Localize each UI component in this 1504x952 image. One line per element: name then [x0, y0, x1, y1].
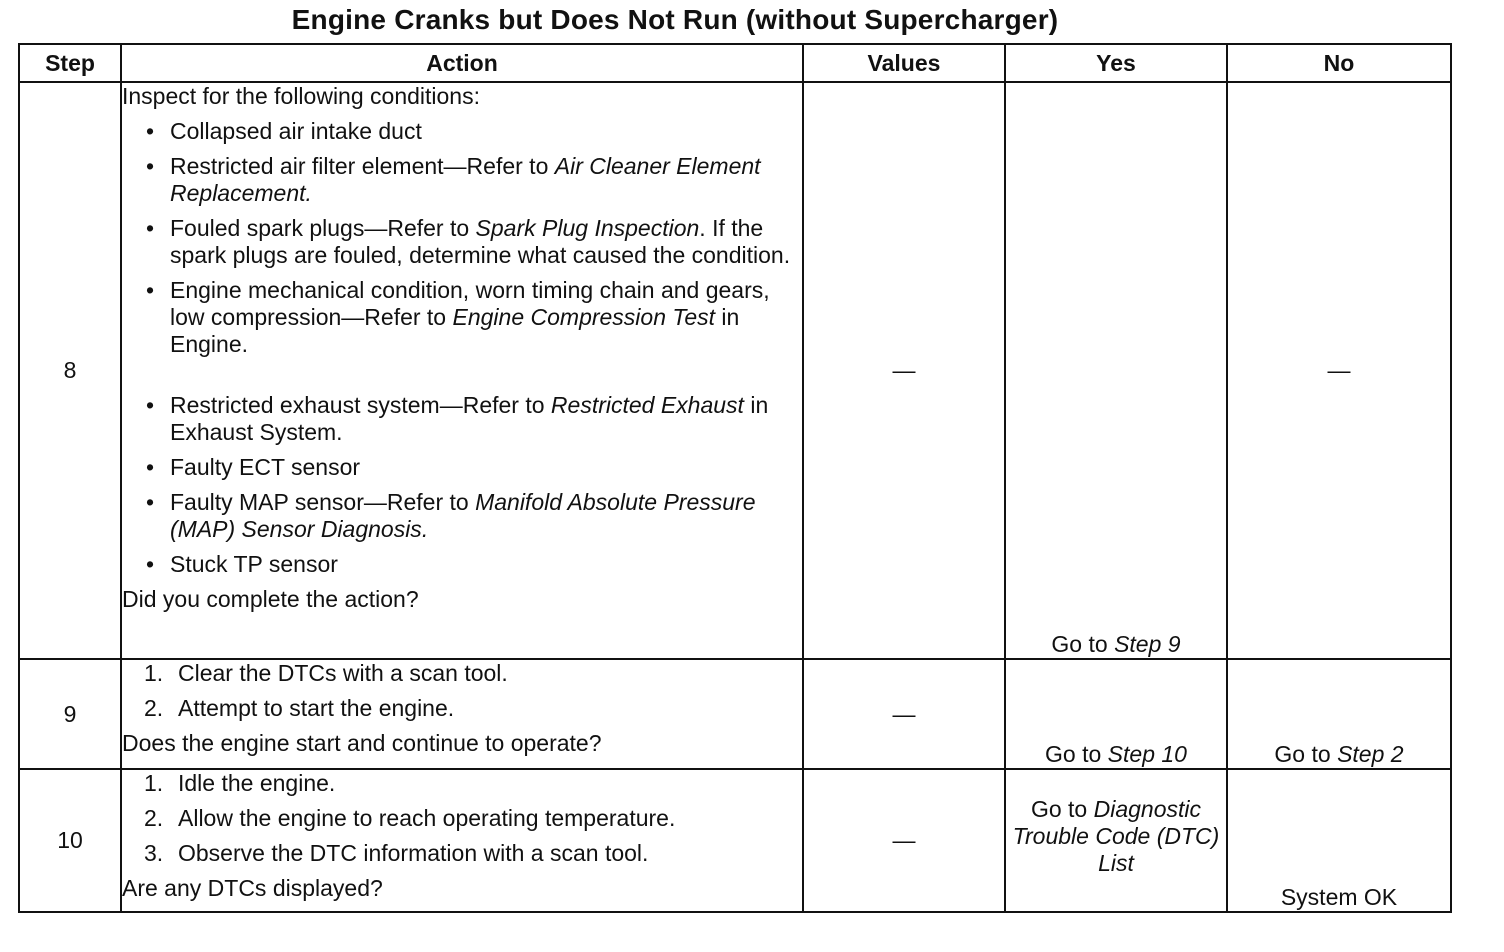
item-text-after: in Exhaust System.: [170, 392, 769, 445]
bullet-icon: •: [146, 277, 155, 303]
action-cell: [121, 82, 803, 659]
cross-reference: Air Cleaner Element Replacement: [170, 153, 761, 206]
yes-text: Go to: [1030, 796, 1094, 822]
list-item: [122, 805, 802, 832]
item-text: Faulty MAP sensor—Refer to: [170, 489, 476, 515]
step-number: 8: [19, 82, 121, 659]
item-text-after: .: [421, 516, 429, 542]
values-cell: —: [803, 769, 1005, 912]
action-question: Does the engine start and continue to operate?: [122, 730, 602, 756]
procedure-list: [122, 660, 802, 722]
item-text: Clear the DTCs with a scan tool.: [178, 660, 508, 686]
no-cell: [1227, 659, 1451, 769]
list-item: [122, 770, 802, 797]
cross-reference: Restricted Exhaust: [550, 392, 744, 418]
list-item: [122, 660, 802, 687]
list-item: [122, 215, 802, 269]
yes-reference-link[interactable]: Diagnostic Trouble Code (DTC) List: [1012, 796, 1220, 876]
diagnostic-table: [18, 43, 1452, 913]
condition-list: [122, 118, 802, 578]
no-step-link[interactable]: Step 2: [1337, 741, 1404, 767]
bullet-icon: •: [146, 551, 155, 577]
cross-reference: Spark Plug Inspection: [475, 215, 700, 241]
action-intro: Inspect for the following conditions:: [122, 83, 480, 109]
item-text: Idle the engine.: [178, 770, 336, 796]
list-item: [122, 392, 802, 446]
header-action: Action: [121, 44, 803, 82]
bullet-icon: •: [146, 153, 155, 179]
values-cell: —: [803, 82, 1005, 659]
action-question: Did you complete the action?: [122, 586, 419, 612]
item-text: Faulty ECT sensor: [170, 454, 361, 480]
cross-reference: Engine Compression Test: [452, 304, 716, 330]
header-values: Values: [803, 44, 1005, 82]
list-item: [122, 454, 802, 481]
action-question: Are any DTCs displayed?: [122, 875, 383, 901]
yes-step-link[interactable]: Step 10: [1107, 741, 1187, 767]
item-text: Restricted exhaust system—Refer to: [170, 392, 551, 418]
yes-cell-text: [1006, 796, 1226, 877]
item-number: 2.: [144, 805, 164, 831]
yes-cell: [1005, 82, 1227, 659]
item-number: 1.: [144, 660, 164, 686]
no-cell: —: [1227, 82, 1451, 659]
document-title: Engine Cranks but Does Not Run (without Supercharger): [291, 4, 1059, 35]
table-row-step-9: [19, 659, 1451, 769]
header-no: No: [1227, 44, 1451, 82]
item-text-after: . If the spark plugs are fouled, determine what caused the condition.: [170, 215, 791, 268]
cross-reference: Manifold Absolute Pressure (MAP) Sensor Diagnosis: [170, 489, 756, 542]
item-text: Collapsed air intake duct: [170, 118, 422, 144]
step-number: 10: [19, 769, 121, 912]
values-cell: —: [803, 659, 1005, 769]
item-number: 3.: [144, 840, 164, 866]
item-text: Stuck TP sensor: [170, 551, 338, 577]
yes-cell: [1005, 659, 1227, 769]
action-cell: [121, 659, 803, 769]
item-text: Attempt to start the engine.: [178, 695, 455, 721]
item-text: Observe the DTC information with a scan tool.: [178, 840, 649, 866]
yes-text: Go to: [1051, 631, 1115, 657]
item-text-after: .: [305, 180, 312, 206]
item-text: Restricted air filter element—Refer to: [170, 153, 555, 179]
bullet-icon: •: [146, 489, 155, 515]
bullet-icon: •: [146, 454, 155, 480]
header-yes: Yes: [1005, 44, 1227, 82]
no-text: Go to: [1274, 741, 1338, 767]
item-text: Engine mechanical condition, worn timing chain and gears, low compression—Refer to: [170, 277, 770, 330]
item-number: 1.: [144, 770, 164, 796]
list-item: [122, 153, 802, 207]
bullet-icon: •: [146, 392, 155, 418]
bullet-icon: •: [146, 118, 155, 144]
list-item: [122, 840, 802, 867]
list-item: [122, 695, 802, 722]
yes-text: Go to: [1045, 741, 1108, 767]
table-row-step-8: [19, 82, 1451, 659]
table-row-step-10: [19, 769, 1451, 912]
list-item: [122, 118, 802, 145]
procedure-list: [122, 770, 802, 867]
list-item: [122, 551, 802, 578]
step-number: 9: [19, 659, 121, 769]
list-item: [122, 489, 802, 543]
header-step: Step: [19, 44, 121, 82]
item-number: 2.: [144, 695, 164, 721]
spacer: [122, 366, 802, 384]
item-text-after: in Engine.: [170, 304, 740, 357]
item-text: Allow the engine to reach operating temperature.: [178, 805, 676, 831]
yes-step-link[interactable]: Step 9: [1114, 631, 1181, 657]
bullet-icon: •: [146, 215, 155, 241]
table-header-row: [19, 44, 1451, 82]
yes-cell: [1005, 769, 1227, 912]
item-text: Fouled spark plugs—Refer to: [170, 215, 476, 241]
no-cell: System OK: [1227, 769, 1451, 912]
list-item: [122, 277, 802, 358]
action-cell: [121, 769, 803, 912]
